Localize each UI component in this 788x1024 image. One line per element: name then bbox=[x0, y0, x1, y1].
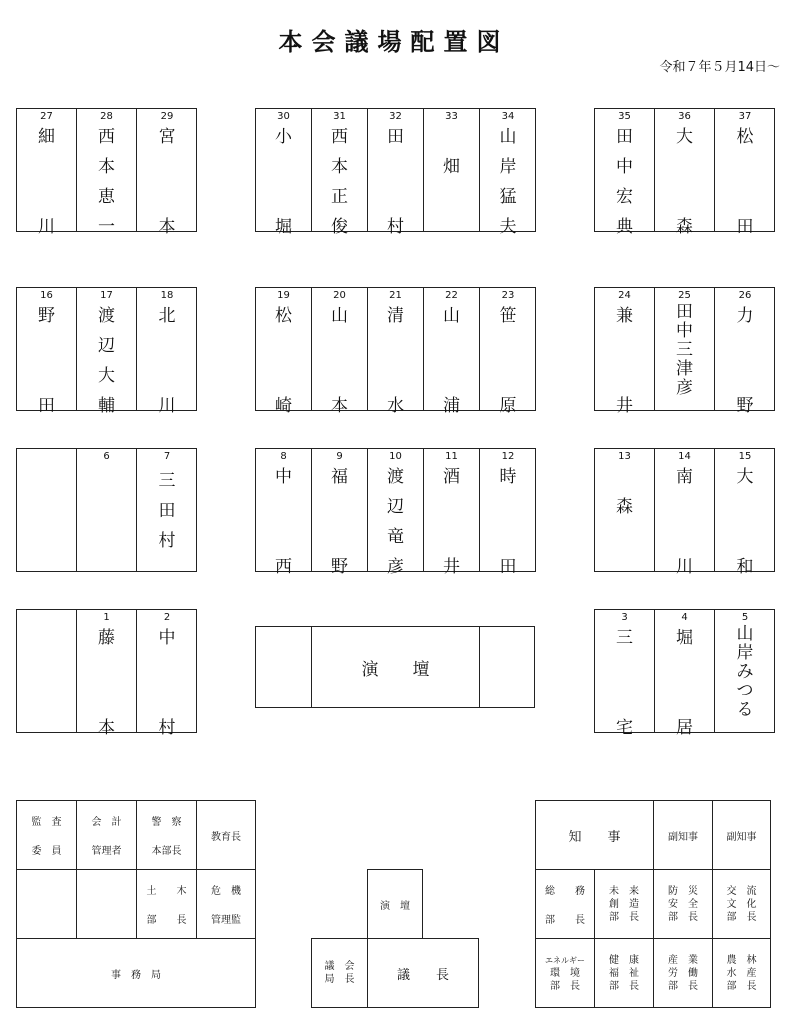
seat-name-char: 畑 bbox=[443, 157, 460, 177]
chiji-cell: 知 事 bbox=[535, 800, 654, 870]
seat-name-char: 井 bbox=[616, 396, 633, 416]
seat bbox=[256, 449, 312, 577]
seat-name-char: 堀 bbox=[275, 217, 292, 237]
seat bbox=[595, 109, 655, 237]
seat-number: 25 bbox=[678, 290, 691, 301]
seat-name-char: 本 bbox=[331, 157, 348, 177]
seat-name-char: つ bbox=[736, 681, 754, 701]
seat-number: 18 bbox=[160, 290, 174, 301]
seat-number: 4 bbox=[681, 612, 688, 623]
rostrum bbox=[255, 626, 535, 708]
seat-number: 9 bbox=[336, 451, 343, 462]
seat-block bbox=[255, 287, 536, 416]
fukuchiji-cell-1: 副知事 bbox=[653, 800, 713, 870]
seat-number: 27 bbox=[40, 111, 53, 122]
seat-name-char: 夫 bbox=[499, 217, 517, 237]
seat-name-char: 輔 bbox=[98, 396, 115, 416]
seat-name-char: 本 bbox=[98, 718, 115, 738]
seat-number: 2 bbox=[163, 612, 171, 623]
norin-line1: 農 林 bbox=[726, 954, 757, 966]
seat-number: 17 bbox=[100, 290, 113, 301]
seat-name-char: 和 bbox=[736, 557, 754, 577]
mirai-line2: 創 造 bbox=[609, 898, 639, 910]
energy-line2: 環 境 bbox=[550, 967, 580, 979]
seat-name-char: 渡 bbox=[98, 306, 115, 326]
seat-number: 10 bbox=[389, 451, 402, 462]
seat-name-char: 中 bbox=[616, 157, 633, 177]
seat-name-char: 典 bbox=[616, 217, 633, 237]
seat-number: 37 bbox=[738, 111, 752, 122]
seat-name-char: 細 bbox=[38, 127, 55, 147]
seat-name-char: 居 bbox=[676, 718, 693, 738]
seat-number: 35 bbox=[618, 111, 631, 122]
seat bbox=[715, 610, 775, 732]
seat-block bbox=[16, 108, 197, 237]
seat-name-char: 中 bbox=[158, 628, 176, 648]
gikai-line1: 議 会 bbox=[324, 961, 355, 972]
seat-name-char: 彦 bbox=[676, 378, 693, 398]
seat-block bbox=[16, 448, 197, 572]
seat-name-char: 山 bbox=[443, 306, 460, 326]
seat-name-char: 本 bbox=[331, 396, 348, 416]
seat-name-char: 津 bbox=[676, 359, 693, 379]
seat bbox=[480, 288, 536, 416]
seat-block bbox=[594, 287, 775, 416]
bosai-line2: 安 全 bbox=[668, 898, 698, 910]
seat-number: 28 bbox=[100, 111, 113, 122]
page-title: 本会議場配置図 bbox=[278, 28, 510, 56]
seat-block bbox=[16, 287, 197, 416]
seat-name-char: 崎 bbox=[275, 396, 292, 416]
kiki-line2: 管理監 bbox=[211, 915, 241, 926]
seat-name-char: 正 bbox=[331, 187, 348, 207]
seat-name-char: 清 bbox=[387, 306, 404, 326]
seat-name-char: 福 bbox=[331, 467, 348, 487]
seat-name-char: 大 bbox=[736, 467, 754, 487]
doboku-line2: 部 長 bbox=[146, 915, 187, 926]
energy-line3: 部 長 bbox=[550, 980, 580, 992]
seat bbox=[77, 109, 137, 237]
seat-name-char: 山 bbox=[736, 624, 754, 644]
mirai-line3: 部 長 bbox=[609, 911, 639, 923]
seat-name-char: 俊 bbox=[331, 217, 348, 237]
seat-name-char: 村 bbox=[387, 217, 404, 237]
seat bbox=[137, 109, 197, 237]
seat-name-char: 藤 bbox=[98, 628, 115, 648]
koryu-cell bbox=[712, 869, 771, 939]
kaikei-line1: 会 計 bbox=[91, 817, 122, 828]
seat-number: 29 bbox=[160, 111, 174, 122]
seat-block bbox=[594, 609, 775, 738]
seat-name-char: 三 bbox=[676, 340, 693, 360]
seat-name-char: 力 bbox=[736, 306, 754, 326]
seat-name-char: 辺 bbox=[98, 336, 115, 356]
seat-name-char: 浦 bbox=[443, 396, 460, 416]
seat-name-char: 堀 bbox=[676, 628, 693, 648]
bosai-line1: 防 災 bbox=[668, 885, 698, 897]
seat-name-char: 恵 bbox=[98, 187, 115, 207]
seat-block bbox=[255, 448, 536, 577]
seat bbox=[368, 109, 424, 237]
seat-number: 24 bbox=[618, 290, 631, 301]
seat-number: 11 bbox=[445, 451, 458, 462]
seat-name-char: 時 bbox=[499, 467, 517, 487]
seat-name-char: 川 bbox=[676, 557, 693, 577]
seat bbox=[256, 109, 312, 237]
seat-name-char: 松 bbox=[275, 306, 292, 326]
seat bbox=[424, 288, 480, 416]
seat-name-char: 酒 bbox=[443, 467, 460, 487]
seat-number: 34 bbox=[501, 111, 515, 122]
seat-name-char: 辺 bbox=[387, 497, 404, 517]
seat bbox=[17, 610, 77, 732]
seat-name-char: 山 bbox=[331, 306, 348, 326]
seat-number: 14 bbox=[678, 451, 691, 462]
fukuchiji-cell-2: 副知事 bbox=[712, 800, 771, 870]
seat-name-char: 森 bbox=[616, 497, 633, 517]
seat-number: 23 bbox=[501, 290, 515, 301]
seat-name-char: 北 bbox=[158, 306, 176, 326]
seat bbox=[595, 288, 655, 416]
seat bbox=[595, 610, 655, 738]
kansa-line1: 監 査 bbox=[31, 817, 62, 828]
seat-number: 6 bbox=[103, 451, 110, 462]
kaikei-line2: 管理者 bbox=[91, 846, 122, 857]
seat-name-char: 岸 bbox=[736, 643, 754, 663]
kansa-cell bbox=[16, 800, 77, 870]
kenko-line1: 健 康 bbox=[609, 954, 639, 966]
seat-name-char: 川 bbox=[38, 217, 55, 237]
seat bbox=[480, 109, 536, 237]
koryu-line1: 交 流 bbox=[726, 885, 757, 897]
seat-block bbox=[16, 609, 197, 738]
seat-name-char: 田 bbox=[676, 302, 693, 322]
seat-name-char: 井 bbox=[443, 557, 460, 577]
kansa-line2: 委 員 bbox=[31, 846, 62, 857]
seat-name-char: 松 bbox=[736, 127, 754, 147]
seat-number: 33 bbox=[445, 111, 458, 122]
seat-name-char: 村 bbox=[158, 531, 176, 551]
seat bbox=[595, 449, 655, 571]
koryu-line3: 部 長 bbox=[726, 911, 757, 923]
seat bbox=[256, 288, 312, 416]
seat-number: 32 bbox=[389, 111, 402, 122]
seat-name-char: 田 bbox=[387, 127, 404, 147]
seat-number: 26 bbox=[738, 290, 752, 301]
seat-name-char: る bbox=[736, 700, 754, 720]
seat bbox=[17, 288, 77, 416]
seat-number: 1 bbox=[103, 612, 110, 623]
sangyo-line3: 部 長 bbox=[668, 980, 698, 992]
seat bbox=[655, 109, 715, 237]
date-label: 令和７年５月14日～ bbox=[659, 60, 780, 75]
seat-name-char: 西 bbox=[331, 127, 348, 147]
seat bbox=[17, 109, 77, 237]
seat bbox=[655, 449, 715, 577]
seat-name-char: 野 bbox=[38, 306, 55, 326]
seat-number: 7 bbox=[163, 451, 171, 462]
keisatsu-line2: 本部長 bbox=[151, 846, 182, 857]
empty-cell bbox=[16, 869, 77, 939]
seat-number: 20 bbox=[333, 290, 346, 301]
seat-number: 3 bbox=[621, 612, 628, 623]
seat bbox=[137, 449, 197, 571]
norin-line3: 部 長 bbox=[726, 980, 757, 992]
seat-block bbox=[255, 108, 536, 237]
seat-name-char: 田 bbox=[736, 217, 754, 237]
seat-number: 19 bbox=[277, 290, 290, 301]
seat-name-char: 西 bbox=[98, 127, 115, 147]
seat-name-char: み bbox=[736, 662, 754, 682]
seat-block bbox=[594, 448, 775, 577]
kiki-cell bbox=[196, 869, 256, 939]
gikai-kyoku-cell bbox=[311, 938, 368, 1008]
seat-name-char: 大 bbox=[98, 366, 115, 386]
doboku-cell bbox=[136, 869, 197, 939]
doboku-line1: 土 木 bbox=[146, 886, 187, 897]
seat bbox=[480, 449, 536, 577]
seat-name-char: 三 bbox=[158, 471, 176, 491]
kaikei-cell bbox=[76, 800, 137, 870]
seat bbox=[715, 109, 775, 237]
jimukyoku-cell: 事 務 局 bbox=[16, 938, 256, 1008]
somu-cell bbox=[535, 869, 595, 939]
norin-line2: 水 産 bbox=[726, 967, 757, 979]
bosai-cell bbox=[653, 869, 713, 939]
kenko-line2: 福 祉 bbox=[609, 967, 639, 979]
seat-name-char: 兼 bbox=[616, 306, 633, 326]
seat bbox=[77, 449, 137, 571]
seat-name-char: 田 bbox=[38, 396, 55, 416]
seat-number: 36 bbox=[678, 111, 691, 122]
seat-name-char: 彦 bbox=[387, 557, 404, 577]
seat-block bbox=[594, 108, 775, 237]
seat-name-char: 宅 bbox=[616, 718, 633, 738]
seat bbox=[655, 288, 715, 410]
seat-name-char: 本 bbox=[98, 157, 115, 177]
sangyo-line2: 労 働 bbox=[668, 967, 698, 979]
seat-name-char: 本 bbox=[158, 217, 176, 237]
seat bbox=[368, 288, 424, 416]
seat-number: 30 bbox=[277, 111, 290, 122]
mirai-cell bbox=[594, 869, 654, 939]
endan-cell: 演 壇 bbox=[367, 869, 423, 939]
seat-number: 12 bbox=[501, 451, 515, 462]
seat bbox=[77, 610, 137, 738]
sangyo-cell bbox=[653, 938, 713, 1008]
seat-number: 31 bbox=[333, 111, 346, 122]
norin-cell bbox=[712, 938, 771, 1008]
seat-number: 13 bbox=[618, 451, 631, 462]
seat-name-char: 田 bbox=[499, 557, 517, 577]
seat bbox=[77, 288, 137, 416]
kiki-line1: 危 機 bbox=[211, 886, 241, 897]
somu-line2: 部 長 bbox=[545, 915, 585, 926]
seat bbox=[137, 288, 197, 416]
seat-name-char: 野 bbox=[331, 557, 348, 577]
seat-name-char: 野 bbox=[736, 396, 754, 416]
seat-name-char: 田 bbox=[616, 127, 633, 147]
gicho-cell: 議 長 bbox=[367, 938, 479, 1008]
seat-name-char: 中 bbox=[676, 321, 693, 341]
kenko-line3: 部 長 bbox=[609, 980, 639, 992]
seat-name-char: 山 bbox=[499, 127, 517, 147]
seat bbox=[312, 109, 368, 237]
seat-name-char: 宏 bbox=[616, 187, 633, 207]
seat-name-char: 南 bbox=[676, 467, 693, 487]
koryu-line2: 文 化 bbox=[726, 898, 757, 910]
bosai-line3: 部 長 bbox=[668, 911, 698, 923]
energy-line1: エネルギー bbox=[545, 955, 585, 965]
seat bbox=[424, 109, 480, 231]
kyoiku-cell: 教育長 bbox=[196, 800, 256, 870]
seat bbox=[17, 449, 77, 571]
seat-number: 16 bbox=[40, 290, 53, 301]
seat-name-char: 宮 bbox=[158, 127, 176, 147]
seat bbox=[137, 610, 197, 738]
seat-name-char: 岸 bbox=[499, 157, 517, 177]
seat-name-char: 村 bbox=[158, 718, 176, 738]
seat-name-char: 森 bbox=[676, 217, 693, 237]
seat-name-char: 竜 bbox=[387, 527, 404, 547]
seat-name-char: 田 bbox=[158, 501, 176, 521]
kenko-cell bbox=[594, 938, 654, 1008]
energy-cell bbox=[535, 938, 595, 1008]
gikai-line2: 局 長 bbox=[324, 974, 355, 985]
seat bbox=[715, 288, 775, 416]
seat-name-char: 中 bbox=[275, 467, 292, 487]
seat bbox=[312, 288, 368, 416]
seat-number: 22 bbox=[445, 290, 458, 301]
seat-number: 21 bbox=[389, 290, 402, 301]
seat-number: 8 bbox=[280, 451, 287, 462]
seat-name-char: 笹 bbox=[499, 306, 517, 326]
seat-name-char: 小 bbox=[275, 127, 292, 147]
seat-number: 15 bbox=[738, 451, 752, 462]
seat-name-char: 水 bbox=[387, 396, 404, 416]
keisatsu-cell bbox=[136, 800, 197, 870]
seat bbox=[655, 610, 715, 738]
somu-line1: 総 務 bbox=[545, 886, 585, 897]
seat-name-char: 川 bbox=[158, 396, 176, 416]
seat-name-char: 一 bbox=[98, 217, 115, 237]
keisatsu-line1: 警 察 bbox=[151, 817, 182, 828]
seat bbox=[312, 449, 368, 577]
empty-cell bbox=[76, 869, 137, 939]
seat-name-char: 三 bbox=[616, 628, 633, 648]
seat bbox=[368, 449, 424, 577]
seat-name-char: 西 bbox=[275, 557, 292, 577]
mirai-line1: 未 来 bbox=[609, 885, 639, 897]
rostrum-label: 演 壇 bbox=[312, 627, 480, 707]
seat-name-char: 猛 bbox=[499, 187, 517, 207]
seat-name-char: 渡 bbox=[387, 467, 404, 487]
seat bbox=[424, 449, 480, 577]
seat-name-char: 大 bbox=[676, 127, 693, 147]
sangyo-line1: 産 業 bbox=[668, 954, 698, 966]
seat bbox=[715, 449, 775, 577]
seat-number: 5 bbox=[741, 612, 749, 623]
seat-name-char: 原 bbox=[499, 396, 517, 416]
